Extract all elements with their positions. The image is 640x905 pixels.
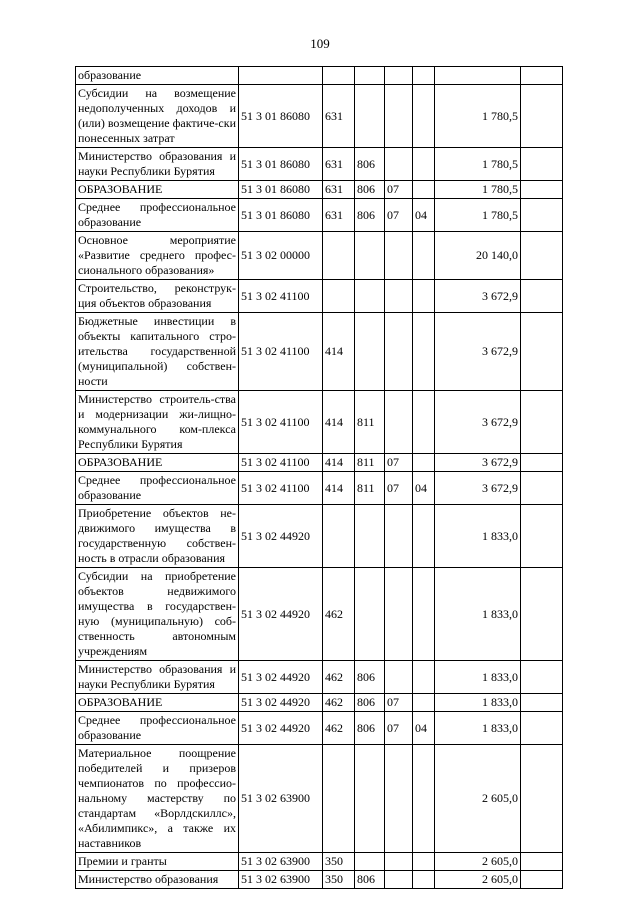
table-row xyxy=(76,694,563,712)
row-section xyxy=(385,568,413,661)
row-amount: 2 605,0 xyxy=(435,853,521,871)
row-amount: 1 833,0 xyxy=(435,568,521,661)
row-expense-type xyxy=(323,505,355,568)
row-name: Бюджетные инвестиции в объекты капитального стро-ительства государственной (муниципальной) собствен-ности xyxy=(76,313,239,391)
row-subsection xyxy=(413,871,435,889)
row-subsection xyxy=(413,694,435,712)
row-expense-type: 462 xyxy=(323,712,355,745)
row-name: Министерство строитель-ства и модернизации жи-лищно-коммунального ком-плекса Республики Бурятия xyxy=(76,391,239,454)
row-amount: 3 672,9 xyxy=(435,454,521,472)
row-name: Министерство образования и науки Республики Бурятия xyxy=(76,661,239,694)
row-target-code: 51 3 02 44920 xyxy=(239,661,323,694)
row-section: 07 xyxy=(385,712,413,745)
row-grbs xyxy=(355,67,385,85)
table-row xyxy=(76,67,563,85)
row-grbs: 806 xyxy=(355,148,385,181)
row-name: Министерство образования xyxy=(76,871,239,889)
row-expense-type: 631 xyxy=(323,85,355,148)
table-row xyxy=(76,391,563,454)
row-subsection: 04 xyxy=(413,712,435,745)
row-extra xyxy=(521,472,563,505)
row-expense-type xyxy=(323,67,355,85)
table-row xyxy=(76,280,563,313)
row-amount: 2 605,0 xyxy=(435,745,521,853)
budget-table xyxy=(75,66,563,889)
row-amount: 20 140,0 xyxy=(435,232,521,280)
row-subsection xyxy=(413,745,435,853)
row-target-code: 51 3 02 41100 xyxy=(239,280,323,313)
row-grbs xyxy=(355,313,385,391)
row-name: Среднее профессиональное образование xyxy=(76,472,239,505)
row-name: ОБРАЗОВАНИЕ xyxy=(76,694,239,712)
row-grbs: 806 xyxy=(355,199,385,232)
row-name: Приобретение объектов не-движимого имущества в государственную собствен-ность в отрасли образования xyxy=(76,505,239,568)
row-subsection: 04 xyxy=(413,472,435,505)
row-section xyxy=(385,67,413,85)
row-section xyxy=(385,661,413,694)
row-grbs: 811 xyxy=(355,391,385,454)
table-row xyxy=(76,505,563,568)
table-row xyxy=(76,454,563,472)
table-row xyxy=(76,148,563,181)
row-section: 07 xyxy=(385,694,413,712)
row-extra xyxy=(521,67,563,85)
row-amount xyxy=(435,67,521,85)
row-grbs: 806 xyxy=(355,712,385,745)
row-section: 07 xyxy=(385,454,413,472)
row-name: ОБРАЗОВАНИЕ xyxy=(76,454,239,472)
row-extra xyxy=(521,85,563,148)
row-section xyxy=(385,148,413,181)
row-extra xyxy=(521,745,563,853)
row-expense-type xyxy=(323,745,355,853)
table-row xyxy=(76,232,563,280)
row-target-code: 51 3 01 86080 xyxy=(239,148,323,181)
row-grbs xyxy=(355,745,385,853)
row-expense-type: 350 xyxy=(323,871,355,889)
row-target-code: 51 3 02 63900 xyxy=(239,871,323,889)
row-extra xyxy=(521,712,563,745)
row-expense-type: 414 xyxy=(323,313,355,391)
row-extra xyxy=(521,280,563,313)
row-subsection xyxy=(413,232,435,280)
row-target-code: 51 3 02 44920 xyxy=(239,712,323,745)
row-expense-type: 631 xyxy=(323,148,355,181)
table-row xyxy=(76,661,563,694)
row-name: Министерство образования и науки Республики Бурятия xyxy=(76,148,239,181)
row-section xyxy=(385,745,413,853)
row-name: образование xyxy=(76,67,239,85)
table-row xyxy=(76,853,563,871)
row-extra xyxy=(521,454,563,472)
row-grbs: 806 xyxy=(355,181,385,199)
row-section xyxy=(385,871,413,889)
row-grbs xyxy=(355,85,385,148)
row-grbs xyxy=(355,853,385,871)
row-subsection xyxy=(413,85,435,148)
row-amount: 1 833,0 xyxy=(435,661,521,694)
row-grbs: 811 xyxy=(355,454,385,472)
row-subsection xyxy=(413,661,435,694)
row-extra xyxy=(521,313,563,391)
row-grbs: 806 xyxy=(355,871,385,889)
row-subsection: 04 xyxy=(413,199,435,232)
row-target-code: 51 3 02 44920 xyxy=(239,505,323,568)
row-target-code: 51 3 02 44920 xyxy=(239,694,323,712)
row-extra xyxy=(521,148,563,181)
row-target-code: 51 3 02 41100 xyxy=(239,313,323,391)
row-amount: 3 672,9 xyxy=(435,313,521,391)
row-subsection xyxy=(413,313,435,391)
table-row xyxy=(76,472,563,505)
row-section xyxy=(385,391,413,454)
row-amount: 1 833,0 xyxy=(435,694,521,712)
row-subsection xyxy=(413,391,435,454)
page-number: 109 xyxy=(310,36,330,51)
row-expense-type: 350 xyxy=(323,853,355,871)
row-subsection xyxy=(413,181,435,199)
row-amount: 3 672,9 xyxy=(435,391,521,454)
row-target-code: 51 3 02 63900 xyxy=(239,745,323,853)
row-subsection xyxy=(413,568,435,661)
row-amount: 1 780,5 xyxy=(435,148,521,181)
row-target-code: 51 3 01 86080 xyxy=(239,199,323,232)
row-extra xyxy=(521,568,563,661)
table-row xyxy=(76,871,563,889)
row-amount: 1 780,5 xyxy=(435,181,521,199)
row-name: Строительство, реконструк-ция объектов образования xyxy=(76,280,239,313)
row-target-code: 51 3 01 86080 xyxy=(239,181,323,199)
table-row xyxy=(76,745,563,853)
row-section xyxy=(385,85,413,148)
row-subsection xyxy=(413,67,435,85)
row-amount: 1 833,0 xyxy=(435,712,521,745)
row-name: Среднее профессиональное образование xyxy=(76,712,239,745)
row-target-code: 51 3 02 41100 xyxy=(239,391,323,454)
row-expense-type xyxy=(323,232,355,280)
row-expense-type: 414 xyxy=(323,391,355,454)
row-amount: 1 833,0 xyxy=(435,505,521,568)
row-target-code: 51 3 02 44920 xyxy=(239,568,323,661)
row-amount: 1 780,5 xyxy=(435,85,521,148)
row-expense-type: 631 xyxy=(323,199,355,232)
row-grbs xyxy=(355,280,385,313)
row-expense-type: 462 xyxy=(323,568,355,661)
row-expense-type: 414 xyxy=(323,472,355,505)
row-grbs: 806 xyxy=(355,661,385,694)
table-row xyxy=(76,568,563,661)
table-row xyxy=(76,313,563,391)
row-section: 07 xyxy=(385,472,413,505)
row-extra xyxy=(521,391,563,454)
row-section xyxy=(385,853,413,871)
table-row xyxy=(76,85,563,148)
row-extra xyxy=(521,505,563,568)
row-target-code: 51 3 02 63900 xyxy=(239,853,323,871)
row-subsection xyxy=(413,280,435,313)
row-name: Премии и гранты xyxy=(76,853,239,871)
row-target-code: 51 3 02 41100 xyxy=(239,454,323,472)
row-grbs: 811 xyxy=(355,472,385,505)
table-row xyxy=(76,199,563,232)
row-target-code: 51 3 01 86080 xyxy=(239,85,323,148)
row-extra xyxy=(521,661,563,694)
row-amount: 3 672,9 xyxy=(435,472,521,505)
row-section: 07 xyxy=(385,181,413,199)
row-target-code: 51 3 02 41100 xyxy=(239,472,323,505)
row-name: Субсидии на возмещение недополученных доходов и (или) возмещение фактиче-ски понесенных затрат xyxy=(76,85,239,148)
row-section xyxy=(385,505,413,568)
row-extra xyxy=(521,199,563,232)
row-extra xyxy=(521,853,563,871)
table-row xyxy=(76,181,563,199)
row-subsection xyxy=(413,505,435,568)
row-expense-type: 462 xyxy=(323,694,355,712)
row-section xyxy=(385,232,413,280)
row-extra xyxy=(521,694,563,712)
row-subsection xyxy=(413,148,435,181)
row-grbs xyxy=(355,568,385,661)
row-name: ОБРАЗОВАНИЕ xyxy=(76,181,239,199)
row-extra xyxy=(521,871,563,889)
row-grbs xyxy=(355,232,385,280)
row-name: Среднее профессиональное образование xyxy=(76,199,239,232)
row-expense-type: 462 xyxy=(323,661,355,694)
row-name: Субсидии на приобретение объектов недвижимого имущества в государствен-ную (муниципальную) соб-ственность автономным учреждениям xyxy=(76,568,239,661)
row-expense-type: 414 xyxy=(323,454,355,472)
row-grbs xyxy=(355,505,385,568)
row-target-code: 51 3 02 00000 xyxy=(239,232,323,280)
row-expense-type xyxy=(323,280,355,313)
row-amount: 2 605,0 xyxy=(435,871,521,889)
row-section: 07 xyxy=(385,199,413,232)
row-subsection xyxy=(413,853,435,871)
row-section xyxy=(385,313,413,391)
row-expense-type: 631 xyxy=(323,181,355,199)
table-row xyxy=(76,712,563,745)
row-subsection xyxy=(413,454,435,472)
row-name: Основное мероприятие «Развитие среднего профес-сионального образования» xyxy=(76,232,239,280)
row-target-code xyxy=(239,67,323,85)
row-amount: 1 780,5 xyxy=(435,199,521,232)
row-grbs: 806 xyxy=(355,694,385,712)
row-amount: 3 672,9 xyxy=(435,280,521,313)
row-extra xyxy=(521,232,563,280)
row-section xyxy=(385,280,413,313)
row-extra xyxy=(521,181,563,199)
row-name: Материальное поощрение победителей и призеров чемпионатов по профессио-нальному мастерству по стандартам «Ворлдскиллс», «Абилимпикс», а также их наставников xyxy=(76,745,239,853)
